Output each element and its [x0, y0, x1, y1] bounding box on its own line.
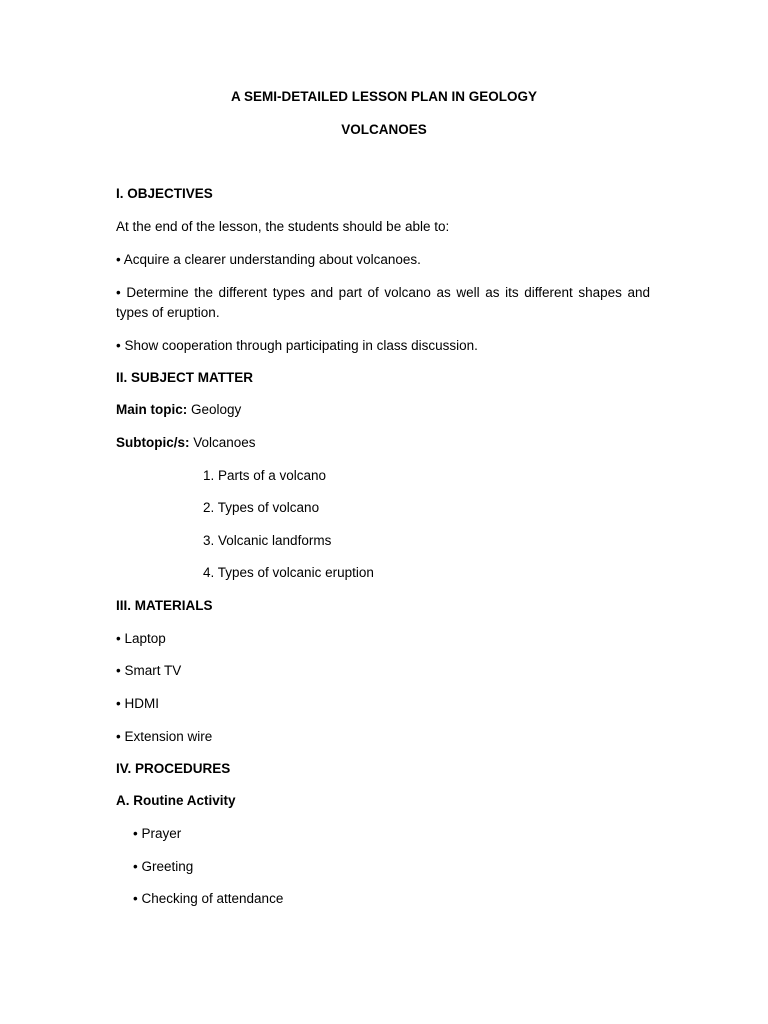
objectives-intro: At the end of the lesson, the students should be able to: [116, 219, 450, 234]
routine-item: • Prayer [133, 826, 182, 841]
subtopic-item: 1. Parts of a volcano [203, 468, 327, 483]
main-topic-value: Geology [187, 402, 242, 417]
document-title: A SEMI-DETAILED LESSON PLAN IN GEOLOGY [230, 89, 538, 104]
material-item: • HDMI [116, 696, 159, 711]
material-item: • Extension wire [116, 729, 213, 744]
subtopic-item: 3. Volcanic landforms [203, 533, 332, 548]
procedures-heading: IV. PROCEDURES [116, 761, 231, 776]
main-topic-label: Main topic: [116, 402, 188, 417]
subtopic-item: 2. Types of volcano [203, 500, 320, 515]
objective-item: • Show cooperation through participating in class discussion. [116, 338, 478, 353]
material-item: • Smart TV [116, 663, 182, 678]
objectives-heading: I. OBJECTIVES [116, 186, 213, 201]
routine-item: • Greeting [133, 859, 194, 874]
routine-activity-heading: A. Routine Activity [116, 793, 236, 808]
subtopic-value: Volcanoes [189, 435, 256, 450]
document-subtitle: VOLCANOES [341, 122, 427, 137]
subtopic-label: Subtopic/s: [116, 435, 190, 450]
subtopic [116, 434, 256, 452]
objective-item: • Acquire a clearer understanding about volcanoes. [116, 252, 421, 267]
materials-heading: III. MATERIALS [116, 598, 213, 613]
objective-item: • Determine the different types and part of volcano as well as its different shapes and types of eruption. [116, 285, 650, 320]
material-item: • Laptop [116, 631, 166, 646]
subject-matter-heading: II. SUBJECT MATTER [116, 370, 254, 385]
subtopic-item: 4. Types of volcanic eruption [203, 565, 374, 580]
routine-item: • Checking of attendance [133, 891, 284, 906]
main-topic [116, 401, 241, 419]
